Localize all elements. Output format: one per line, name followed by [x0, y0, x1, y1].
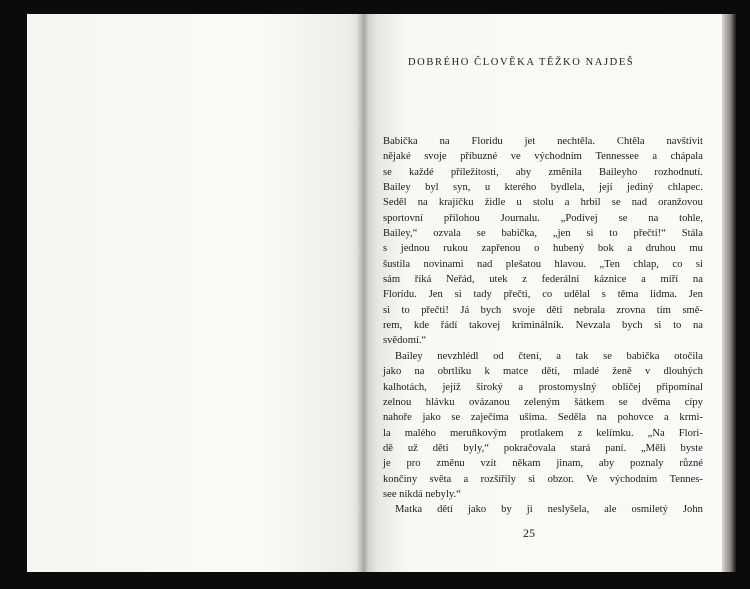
text-line: šustila novinami nad plešatou hlavou. „Ten chlap, co si	[383, 258, 703, 270]
text-line: kalhotách, jejíž široký a prostomyslný obličej připomínal	[383, 381, 703, 393]
text-line: se každé příležitosti, aby změnila Baileyho rozhodnutí.	[383, 166, 703, 178]
text-line: sportovní přílohou Journalu. „Podívej se na tohle,	[383, 212, 703, 224]
page-edge	[722, 14, 736, 572]
text-line: končiny světa a rozšířily si obzor. Ve východním Tennes-	[383, 473, 703, 485]
text-line: Bailey,“ ozvala se babička, „jen si to přečti!“ Stála	[383, 228, 703, 240]
text-line: jako na obrtlíku k matce dětí, mladé ženě v dlouhých	[383, 366, 703, 378]
text-line: see nikdá nebyly.“	[383, 488, 461, 500]
body-text	[383, 134, 703, 518]
text-line: Bailey nevzhlédl od čtení, a tak se babička otočila	[395, 350, 703, 362]
text-line: Babička na Floridu jet nechtěla. Chtěla navštívit	[383, 136, 703, 147]
text-line: Floridu. Jen si tady přečti, co udělal s těma lidma. Jen	[383, 289, 703, 301]
text-line: nahoře jako se zaječíma ušima. Seděla na pohovce a krmi-	[383, 412, 703, 424]
text-line: s jednou rukou zapřenou o hubený bok a druhou mu	[383, 243, 703, 255]
text-line: zelnou hlávku ovázanou zeleným šátkem se dvěma cípy	[383, 396, 703, 408]
text-line: nějaké svoje příbuzné ve východním Tennessee a chápala	[383, 151, 703, 163]
text-line: Seděl na krajíčku židle u stolu a hrbil se nad oranžovou	[383, 197, 703, 209]
text-line: la malého meruňkovým protlakem z kelímku. „Na Flori-	[383, 427, 703, 439]
running-head: DOBRÉHO ČLOVĚKA TĚŽKO NAJDEŠ	[408, 57, 635, 68]
left-page	[27, 14, 363, 572]
text-line: rem, kde řádí takovej kriminálník. Nevzala bych si to na	[383, 320, 703, 332]
text-line: dě už děti byly,“ pokračovala stará paní. „Měli byste	[383, 442, 703, 454]
page-number: 25	[523, 526, 535, 540]
book-gutter	[357, 14, 369, 572]
right-page	[363, 14, 725, 572]
text-line: Bailey byl syn, u kterého bydlela, její jediný chlapec.	[383, 182, 703, 194]
text-line: svědomí.“	[383, 335, 427, 347]
text-line: si to přečti! Já bych svoje děti nebrala zrovna tím smě-	[383, 304, 703, 316]
text-line: sám říká Neřád, utek z federální káznice a míří na	[383, 274, 703, 286]
text-line: je pro změnu vzít někam jinam, aby poznaly různé	[383, 458, 703, 470]
text-line: Matka dětí jako by ji neslyšela, ale osmiletý John	[395, 504, 703, 516]
